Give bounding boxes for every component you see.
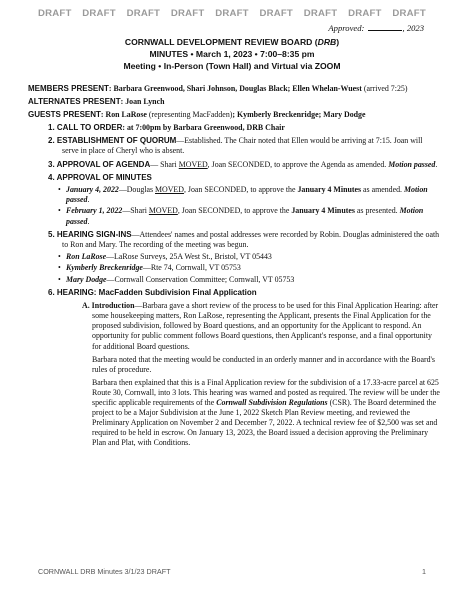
alternates-names: : Joan Lynch [120, 97, 165, 107]
page-footer [38, 567, 426, 576]
item-quorum: 2. ESTABLISHMENT OF QUORUM—Established. The Chair noted that Ellen would be arriving at 7:15. Joan will serve in place of Cheryl who is absent. [48, 136, 423, 156]
list-item: • February 1, 2022—Shari MOVED, Joan SECONDED, to approve the January 4 Minutes as presented. Motion passed. [58, 206, 424, 226]
list-item: • January 4, 2022—Douglas MOVED, Joan SECONDED, to approve the January 4 Minutes as amended. Motion passed. [58, 184, 428, 204]
approved-line [328, 22, 424, 33]
draft-watermark-row [38, 8, 426, 19]
item-approval-of-minutes: 4. APPROVAL OF MINUTES • January 4, 2022—Douglas MOVED, Joan SECONDED, to approve the January 4 Minutes as amended. Motion passed. • February 1, 2022—Shari MOVED, Joan SECONDED, to approve the January 4 Minutes as presented. Motion passed. [48, 173, 440, 227]
members-names: : Barbara Greenwood, Shari Johnson, Douglas Black; Ellen Whelan-Wuest [108, 84, 362, 93]
draft-mark: DRAFT [259, 8, 293, 19]
item-hearing-signins: 5. HEARING SIGN-INS—Attendees' names and postal addresses were recorded by Robin. Douglas administered the oath to Ron and Mary. The recording of the meeting was begun. • Ron LaRose—LaRose Surveys, 25A West St., Bristol, VT 05443 • Kymberly Breckenridge—Rte 74, Cornwall, VT 05753 • Mary Dodge—Cornwall Conservation Committee; Cornwall, VT 05753 [48, 229, 440, 284]
alternates-present [28, 97, 440, 107]
draft-mark: DRAFT [82, 8, 116, 19]
guests-present: GUESTS PRESENT: Ron LaRose (representing MacFadden); Kymberly Breckenridge; Mary Dodge [28, 110, 366, 120]
approved-date-blank [368, 22, 402, 31]
alternates-label: ALTERNATES PRESENT [28, 97, 121, 107]
hearing-paragraph: Barbara noted that the meeting would be conducted in an orderly manner and in accordance with the Board's rules of procedure. [92, 354, 436, 374]
draft-mark: DRAFT [126, 8, 161, 19]
document-title [0, 36, 464, 73]
approved-year: , 2023 [402, 23, 424, 33]
item-call-to-order: 1. CALL TO ORDER: at 7:00pm by Barbara Greenwood, DRB Chair [48, 123, 285, 133]
draft-mark: DRAFT [38, 8, 72, 19]
hearing-introduction: A. Introduction—Barbara gave a short review of the process to be used for this Final Application Hearing: after some housekeeping matters, Ron LaRose, representing the Applicant, presents the Final Application for the proposed subdivision, followed by Board questions, and an opportunity for the Applicant to respond. An opportunity for public comment follows Board questions, then Applicant's response, and a final opportunity for additional Board questions. Barbara noted that the meeting would be conducted in an orderly manner and in accordance with the Board's rules of procedure. Barbara then explained that this is a Final Application review for the subdivision of a 17.33-acre parcel at 625 Route 30, Cornwall, into 3 lots. This hearing was warned and posted as required. The review will be under the specific applicable requirements of the Cornwall Subdivision Regulations (CSR). The Board determined the project to be a Major Subdivision at the June 1, 2022 Sketch Plan Review meeting, and reviewed the Preliminary Application on November 2 and December 7, 2022. A technical review fee of $2,500 was set and required to be held in escrow. On January 13, 2023, the Board issued a decision approving the Preliminary Plan and Plat, with Conditions. [82, 301, 440, 448]
draft-mark: DRAFT [348, 8, 382, 19]
draft-mark: DRAFT [392, 8, 426, 19]
hearing-paragraph: Barbara then explained that this is a Final Application review for the subdivision of a 17.33-acre parcel at 625 Route 30, Cornwall, into 3 lots. This hearing was warned and posted as required. The review will be under the specific applicable requirements of the Cornwall Subdivision Regulations (CSR). The Board determined the project to be a Major Subdivision at the June 1, 2022 Sketch Plan Review meeting, and reviewed the Preliminary Application on November 2 and December 7, 2022. A technical review fee of $2,500 was set and required to be held in escrow. On January 13, 2023, the Board issued a decision approving the Preliminary Plan and Plat, with Conditions. [92, 377, 440, 448]
members-note: (arrived 7:25) [361, 84, 408, 93]
draft-mark: DRAFT [215, 8, 249, 19]
footer-label: CORNWALL DRB Minutes 3/1/23 DRAFT [38, 567, 171, 576]
list-item: • Mary Dodge—Cornwall Conservation Committee; Cornwall, VT 05753 [58, 275, 295, 284]
minutes-body [28, 84, 440, 449]
list-item: • Kymberly Breckenridge—Rte 74, Cornwall, VT 05753 [58, 263, 241, 273]
draft-mark: DRAFT [170, 8, 205, 19]
members-present [28, 84, 440, 94]
item-hearing-macfadden: 6. HEARING: MacFadden Subdivision Final Application A. Introduction—Barbara gave a short review of the process to be used for this Final Application Hearing: after some housekeeping matters, Ron LaRose, representing the Applicant, presents the Final Application for the proposed subdivision, followed by Board questions, and an opportunity for the Applicant to respond. An opportunity for public comment follows Board questions, then Applicant's response, and a final opportunity for additional Board questions. Barbara noted that the meeting would be conducted in an orderly manner and in accordance with the Board's rules of procedure. Barbara then explained that this is a Final Application review for the subdivision of a 17.33-acre parcel at 625 Route 30, Cornwall, into 3 lots. This hearing was warned and posted as required. The review will be under the specific applicable requirements of the Cornwall Subdivision Regulations (CSR). The Board determined the project to be a Major Subdivision at the June 1, 2022 Sketch Plan Review meeting, and reviewed the Preliminary Application on November 2 and December 7, 2022. A technical review fee of $2,500 was set and required to be held in escrow. On January 13, 2023, the Board issued a decision approving the Preliminary Plan and Plat, with Conditions. [48, 288, 440, 448]
title-line-board: CORNWALL DEVELOPMENT REVIEW BOARD (DRB) [124, 37, 340, 47]
title-line-location: Meeting • In-Person (Town Hall) and Virtual via ZOOM [123, 61, 341, 72]
members-label: MEMBERS PRESENT [28, 84, 109, 93]
approved-label: Approved: [328, 23, 365, 33]
page-number: 1 [422, 567, 426, 576]
item-agenda: 3. APPROVAL OF AGENDA— Shari MOVED, Joan SECONDED, to approve the Agenda as amended. Motion passed. [48, 159, 438, 169]
draft-mark: DRAFT [303, 8, 338, 19]
list-item: • Ron LaRose—LaRose Surveys, 25A West St., Bristol, VT 05443 [58, 251, 272, 261]
guests-label: GUESTS PRESENT [28, 110, 101, 120]
title-line-date: MINUTES • March 1, 2023 • 7:00–8:35 pm [149, 49, 315, 60]
